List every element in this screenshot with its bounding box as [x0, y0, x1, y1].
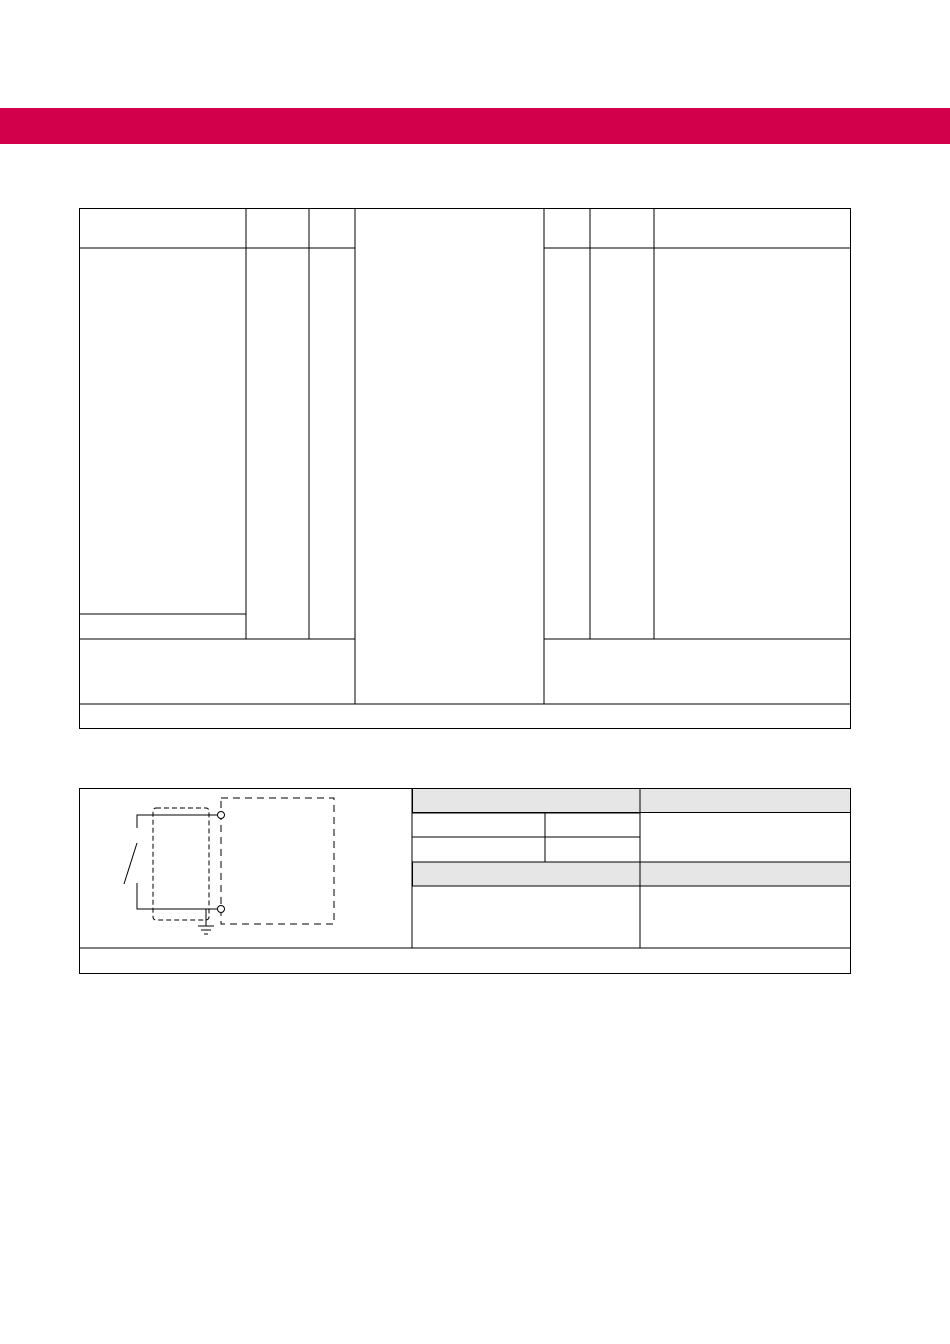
shielded-cable-schematic	[124, 798, 334, 934]
wiring-table	[79, 788, 851, 974]
terminal-assignment-table	[79, 208, 851, 729]
header-accent-bar	[0, 108, 950, 144]
param-header-row-1	[413, 789, 851, 813]
param-header-row-2	[413, 862, 851, 886]
